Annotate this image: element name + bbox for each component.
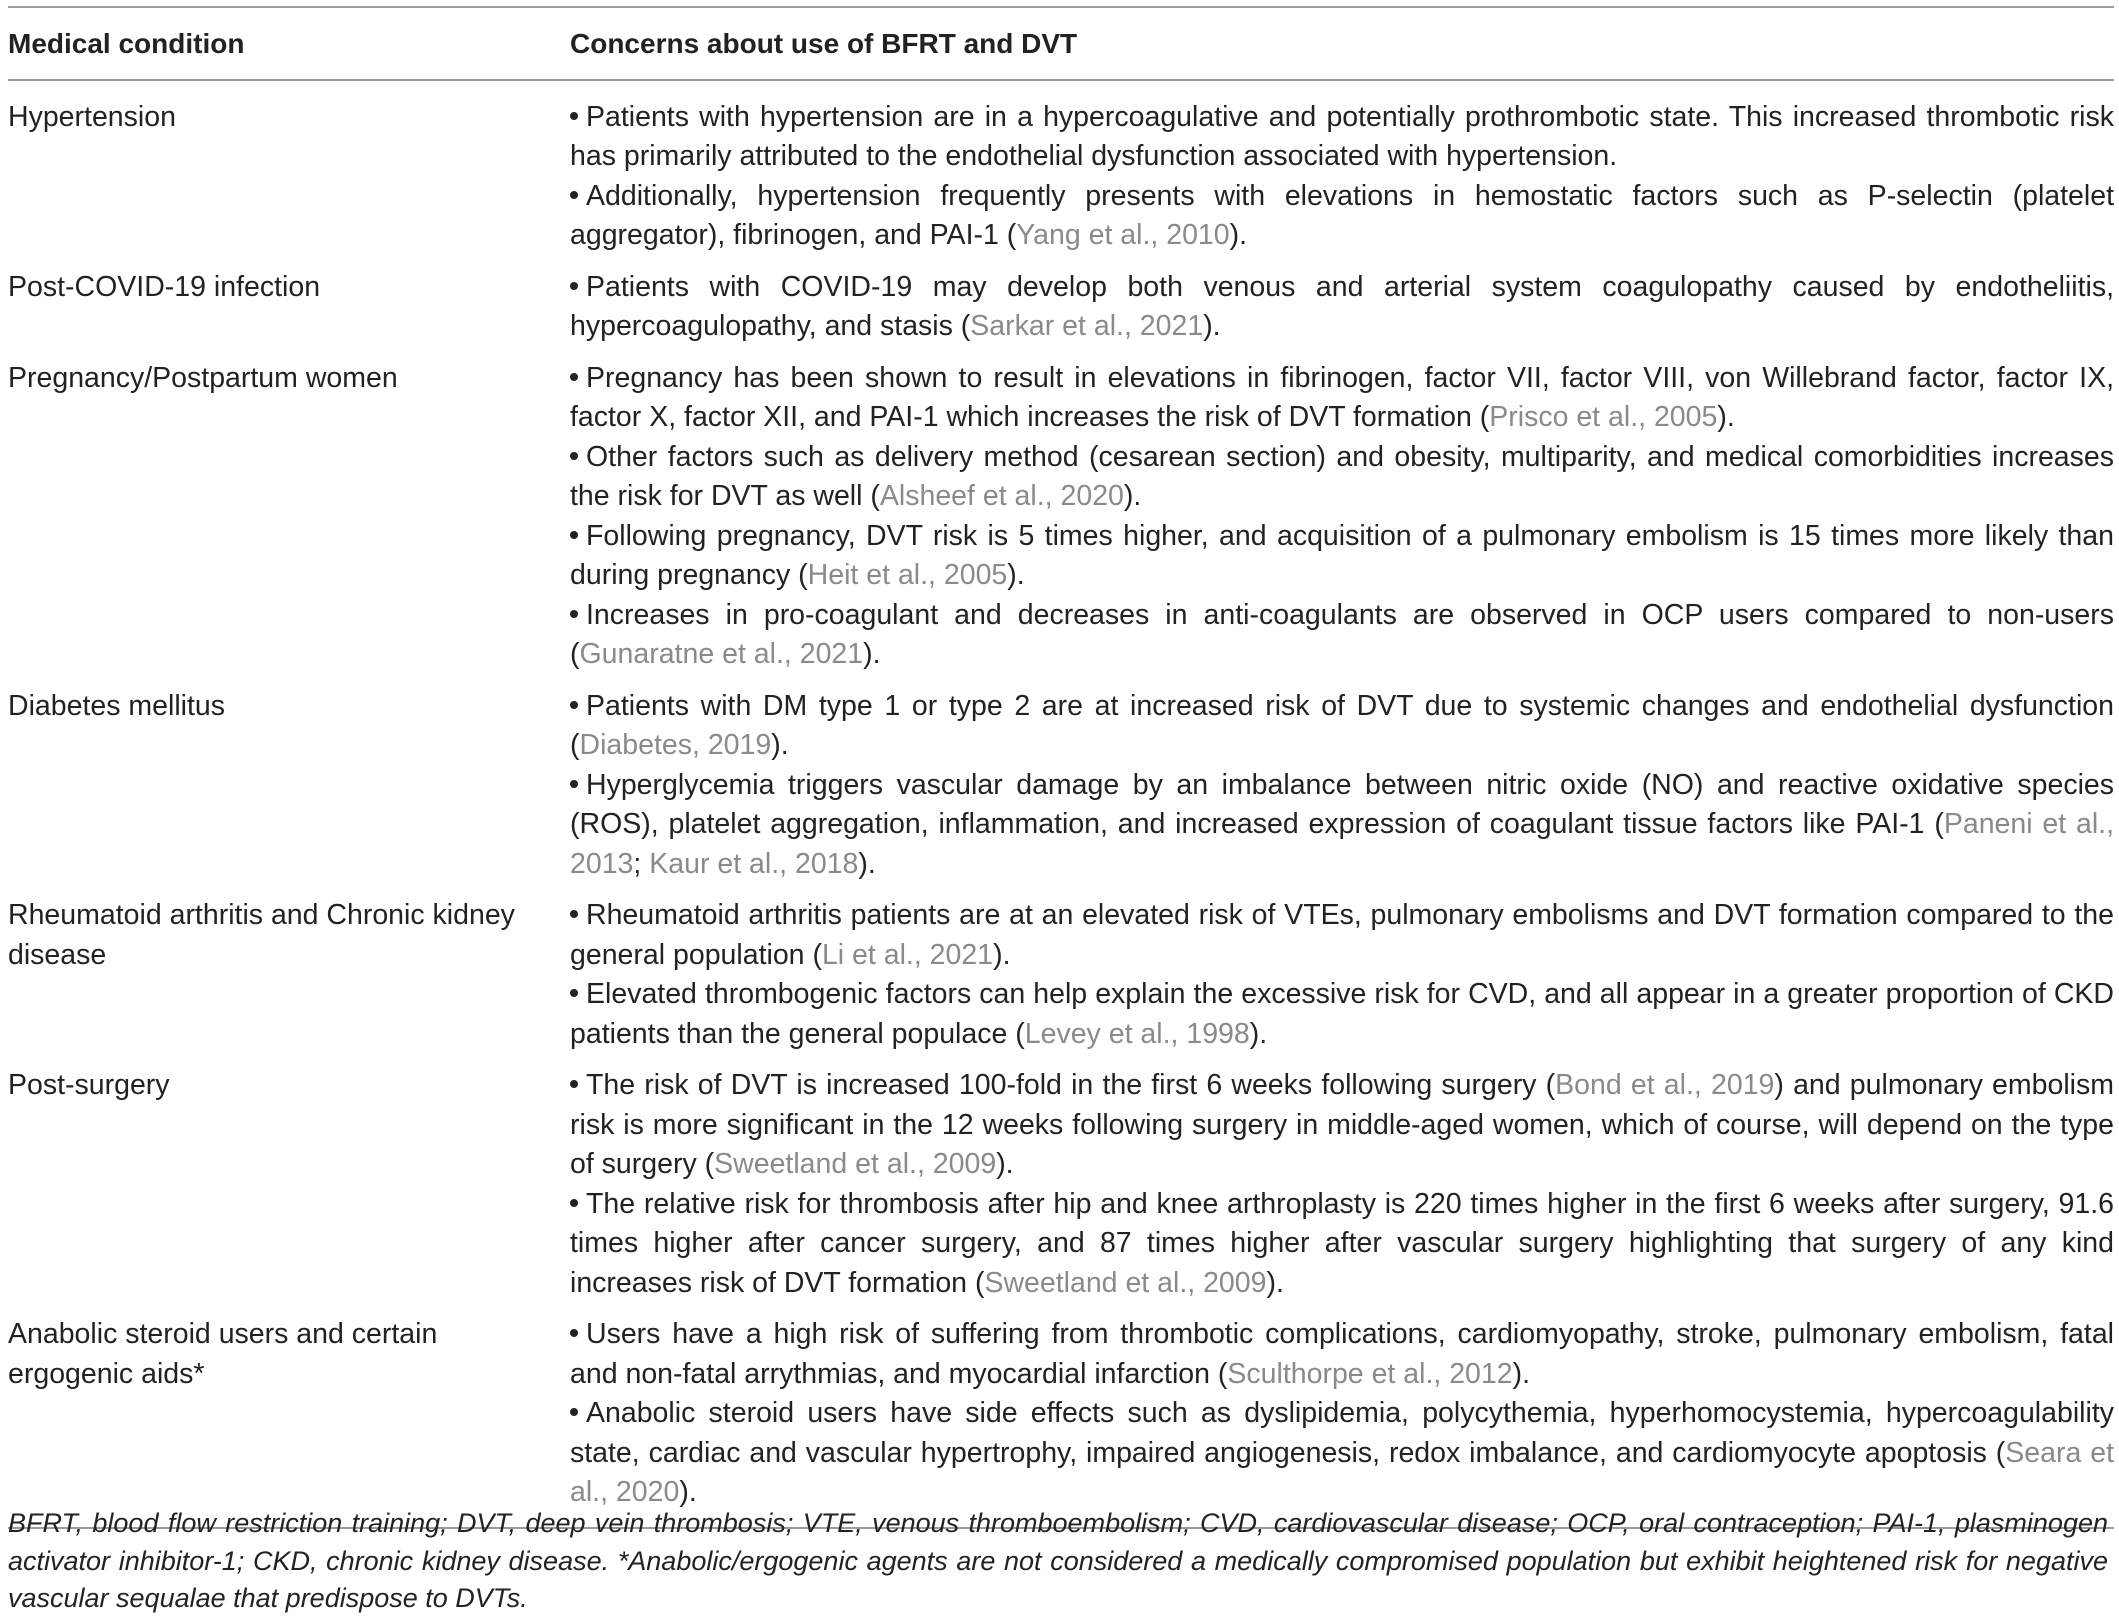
concern-text: Following pregnancy, DVT risk is 5 times higher, and acquisition of a pulmonary embolism is 15 times more likely than during pregnancy ( (570, 519, 2114, 591)
conditions-table (8, 6, 2114, 1529)
citation-link[interactable]: Levey et al., 1998 (1024, 1017, 1250, 1050)
concern-bullet (570, 896, 2114, 975)
bullet-icon (570, 1408, 578, 1416)
concern-text-end: ). (993, 938, 1011, 971)
concern-text-end: ). (1229, 219, 1248, 251)
concern-text: The relative risk for thrombosis after hip and knee arthroplasty is 220 times higher in the first 6 weeks after surgery, 91.6 times higher after cancer surgery, and 87 times higher after vascular surgery highlighting that surgery of any kind increases risk of DVT formation ( (570, 1187, 2114, 1299)
concerns-cell (570, 353, 2114, 681)
concern-text: Rheumatoid arthritis patients are at an elevated risk of VTEs, pulmonary embolisms and DVT formation compared to the general population ( (570, 899, 2114, 971)
citation-link[interactable]: Prisco et al., 2005 (1489, 401, 1718, 433)
table-row (8, 1309, 2114, 1528)
bullet-icon (570, 531, 578, 539)
citation-link[interactable]: Kaur et al., 2018 (649, 847, 859, 880)
citation-link[interactable]: Gunaratne et al., 2021 (579, 638, 864, 670)
concern-bullet (570, 1185, 2114, 1304)
concern-text-end: ). (1203, 310, 1221, 342)
bullet-icon (570, 112, 578, 120)
concern-text-end: ). (863, 638, 881, 670)
concern-bullet (570, 268, 2114, 347)
citation-link[interactable]: Paneni et al., 2013 (570, 808, 2114, 880)
concern-text: Patients with COVID-19 may develop both venous and arterial system coagulopathy caused by endotheliitis, hypercoagulopathy, and stasis ( (570, 270, 2114, 342)
concern-text: Increases in pro-coagulant and decreases in anti-coagulants are observed in OCP users compared to non-users ( (570, 598, 2114, 670)
table-row (8, 262, 2114, 353)
concern-bullet (570, 1066, 2114, 1185)
condition-cell: Pregnancy/Postpartum women (8, 361, 398, 394)
concern-text: Anabolic steroid users have side effects such as dyslipidemia, polycythemia, hyperhomocystemia, hypercoagulability state, cardiac and vascular hypertrophy, impaired angiogenesis, redox imbalance, and cardiomyocyte apoptosis ( (570, 1397, 2114, 1469)
concerns-cell (570, 890, 2114, 1060)
condition-cell: Diabetes mellitus (8, 689, 226, 722)
citation-link[interactable]: Li et al., 2021 (821, 938, 994, 971)
condition-cell: Rheumatoid arthritis and Chronic kidney disease (8, 899, 515, 971)
bullet-icon (570, 282, 578, 290)
concern-text-end: ). (1007, 559, 1025, 591)
concerns-cell (570, 80, 2114, 262)
concerns-cell (570, 262, 2114, 353)
concern-text-end: ). (1512, 1357, 1531, 1390)
concern-text: Other factors such as delivery method (cesarean section) and obesity, multiparity, and medical comorbidities increases the risk for DVT as well ( (570, 440, 2114, 512)
condition-cell: Post-COVID-19 infection (8, 270, 321, 303)
bullet-icon (570, 191, 578, 199)
concerns-cell (570, 681, 2114, 891)
concern-text: The risk of DVT is increased 100-fold in the first 6 weeks following surgery ( (586, 1069, 1556, 1101)
table-container (8, 6, 2114, 1529)
concerns-cell (570, 1309, 2114, 1528)
column-header-concerns: Concerns about use of BFRT and DVT (570, 7, 2114, 80)
concern-text: Additionally, hypertension frequently presents with elevations in hemostatic factors such as P-selectin (platelet aggregator), fibrinogen, and PAI-1 ( (570, 179, 2114, 251)
concern-bullet (570, 359, 2114, 438)
citation-link[interactable]: Sculthorpe et al., 2012 (1227, 1357, 1513, 1390)
table-row (8, 1060, 2114, 1309)
table-row (8, 890, 2114, 1060)
concern-text: Hyperglycemia triggers vascular damage by an imbalance between nitric oxide (NO) and reactive oxidative species (ROS), platelet aggregation, inflammation, and increased expression of coagulant tissue factors like PAI-1 ( (570, 768, 2114, 840)
concern-bullet (570, 766, 2114, 885)
citation-link[interactable]: Sarkar et al., 2021 (970, 310, 1204, 342)
concern-text: Users have a high risk of suffering from thrombotic complications, cardiomyopathy, stroke, pulmonary embolism, fatal and non-fatal arrythmias, and myocardial infarction ( (570, 1318, 2114, 1390)
bullet-icon (570, 989, 578, 997)
concern-bullet (570, 687, 2114, 766)
concern-text: Patients with DM type 1 or type 2 are at increased risk of DVT due to systemic changes and endothelial dysfunction ( (570, 689, 2114, 761)
bullet-icon (570, 452, 578, 460)
column-header-medical-condition: Medical condition (8, 7, 570, 80)
citation-link[interactable]: Bond et al., 2019 (1555, 1069, 1775, 1101)
concern-text-end: ). (858, 847, 876, 880)
concern-bullet (570, 975, 2114, 1054)
bullet-icon (570, 910, 578, 918)
concern-text: Patients with hypertension are in a hypercoagulative and potentially prothrombotic state. This increased thrombotic risk has primarily attributed to the endothelial dysfunction associated with hypertension. (570, 100, 2114, 172)
condition-cell: Post-surgery (8, 1069, 170, 1101)
concern-bullet (570, 177, 2114, 256)
table-footnote: BFRT, blood flow restriction training; DVT, deep vein thrombosis; VTE, venous thromboembolism; CVD, cardiovascular disease; OCP, oral contraception; PAI-1, plasminogen activator inhibitor-1; CKD, chronic kidney disease. *Anabolic/ergogenic agents are not considered a medically compromised population but exhibit heightened risk for negative vascular sequalae that predispose to DVTs. (8, 1508, 2108, 1613)
citation-link[interactable]: Heit et al., 2005 (807, 559, 1008, 591)
bullet-icon (570, 373, 578, 381)
bullet-icon (570, 1329, 578, 1337)
citation-link[interactable]: Sweetland et al., 2009 (984, 1266, 1267, 1299)
concern-bullet (570, 438, 2114, 517)
table-body (8, 80, 2114, 1528)
concern-text: Elevated thrombogenic factors can help explain the excessive risk for CVD, and all appear in a greater proportion of CKD patients than the general populace ( (570, 978, 2114, 1050)
table-row (8, 681, 2114, 891)
concern-text: Pregnancy has been shown to result in elevations in fibrinogen, factor VII, factor VIII, von Willebrand factor, factor IX, factor X, factor XII, and PAI-1 which increases the risk of DVT formation ( (570, 361, 2114, 433)
concern-text-end: ). (1123, 480, 1142, 512)
citation-link[interactable]: Sweetland et al., 2009 (714, 1148, 997, 1180)
concern-text-end: ). (1717, 401, 1735, 433)
condition-cell: Anabolic steroid users and certain ergogenic aids* (8, 1309, 570, 1528)
table-row (8, 353, 2114, 681)
concern-bullet (570, 1315, 2114, 1394)
concern-bullet (570, 517, 2114, 596)
condition-cell: Hypertension (8, 100, 176, 133)
citation-link[interactable]: Diabetes, 2019 (579, 729, 772, 761)
concern-bullet (570, 596, 2114, 675)
concern-text-end: ). (996, 1148, 1014, 1180)
citation-link[interactable]: Alsheef et al., 2020 (879, 480, 1124, 512)
table-header-row (8, 7, 2114, 80)
concern-text-end: ). (679, 1476, 697, 1508)
concern-text-end: ). (771, 729, 789, 761)
table-row (8, 80, 2114, 262)
concern-text-end: ). (1249, 1017, 1268, 1050)
bullet-icon (570, 610, 578, 618)
concern-bullet (570, 98, 2114, 177)
citation-link[interactable]: Seara et al., 2020 (570, 1436, 2114, 1508)
bullet-icon (570, 780, 578, 788)
concern-text: ) and pulmonary embolism risk is more significant in the 12 weeks following surgery in middle-aged women, which of course, will depend on the type of surgery ( (570, 1069, 2114, 1180)
bullet-icon (570, 1080, 578, 1088)
citation-link[interactable]: Yang et al., 2010 (1016, 219, 1230, 251)
concerns-cell (570, 1060, 2114, 1309)
bullet-icon (570, 1199, 578, 1207)
concern-text-end: ). (1266, 1266, 1284, 1299)
concern-bullet (570, 1394, 2114, 1513)
citation-separator: ; (633, 847, 650, 880)
bullet-icon (570, 701, 578, 709)
